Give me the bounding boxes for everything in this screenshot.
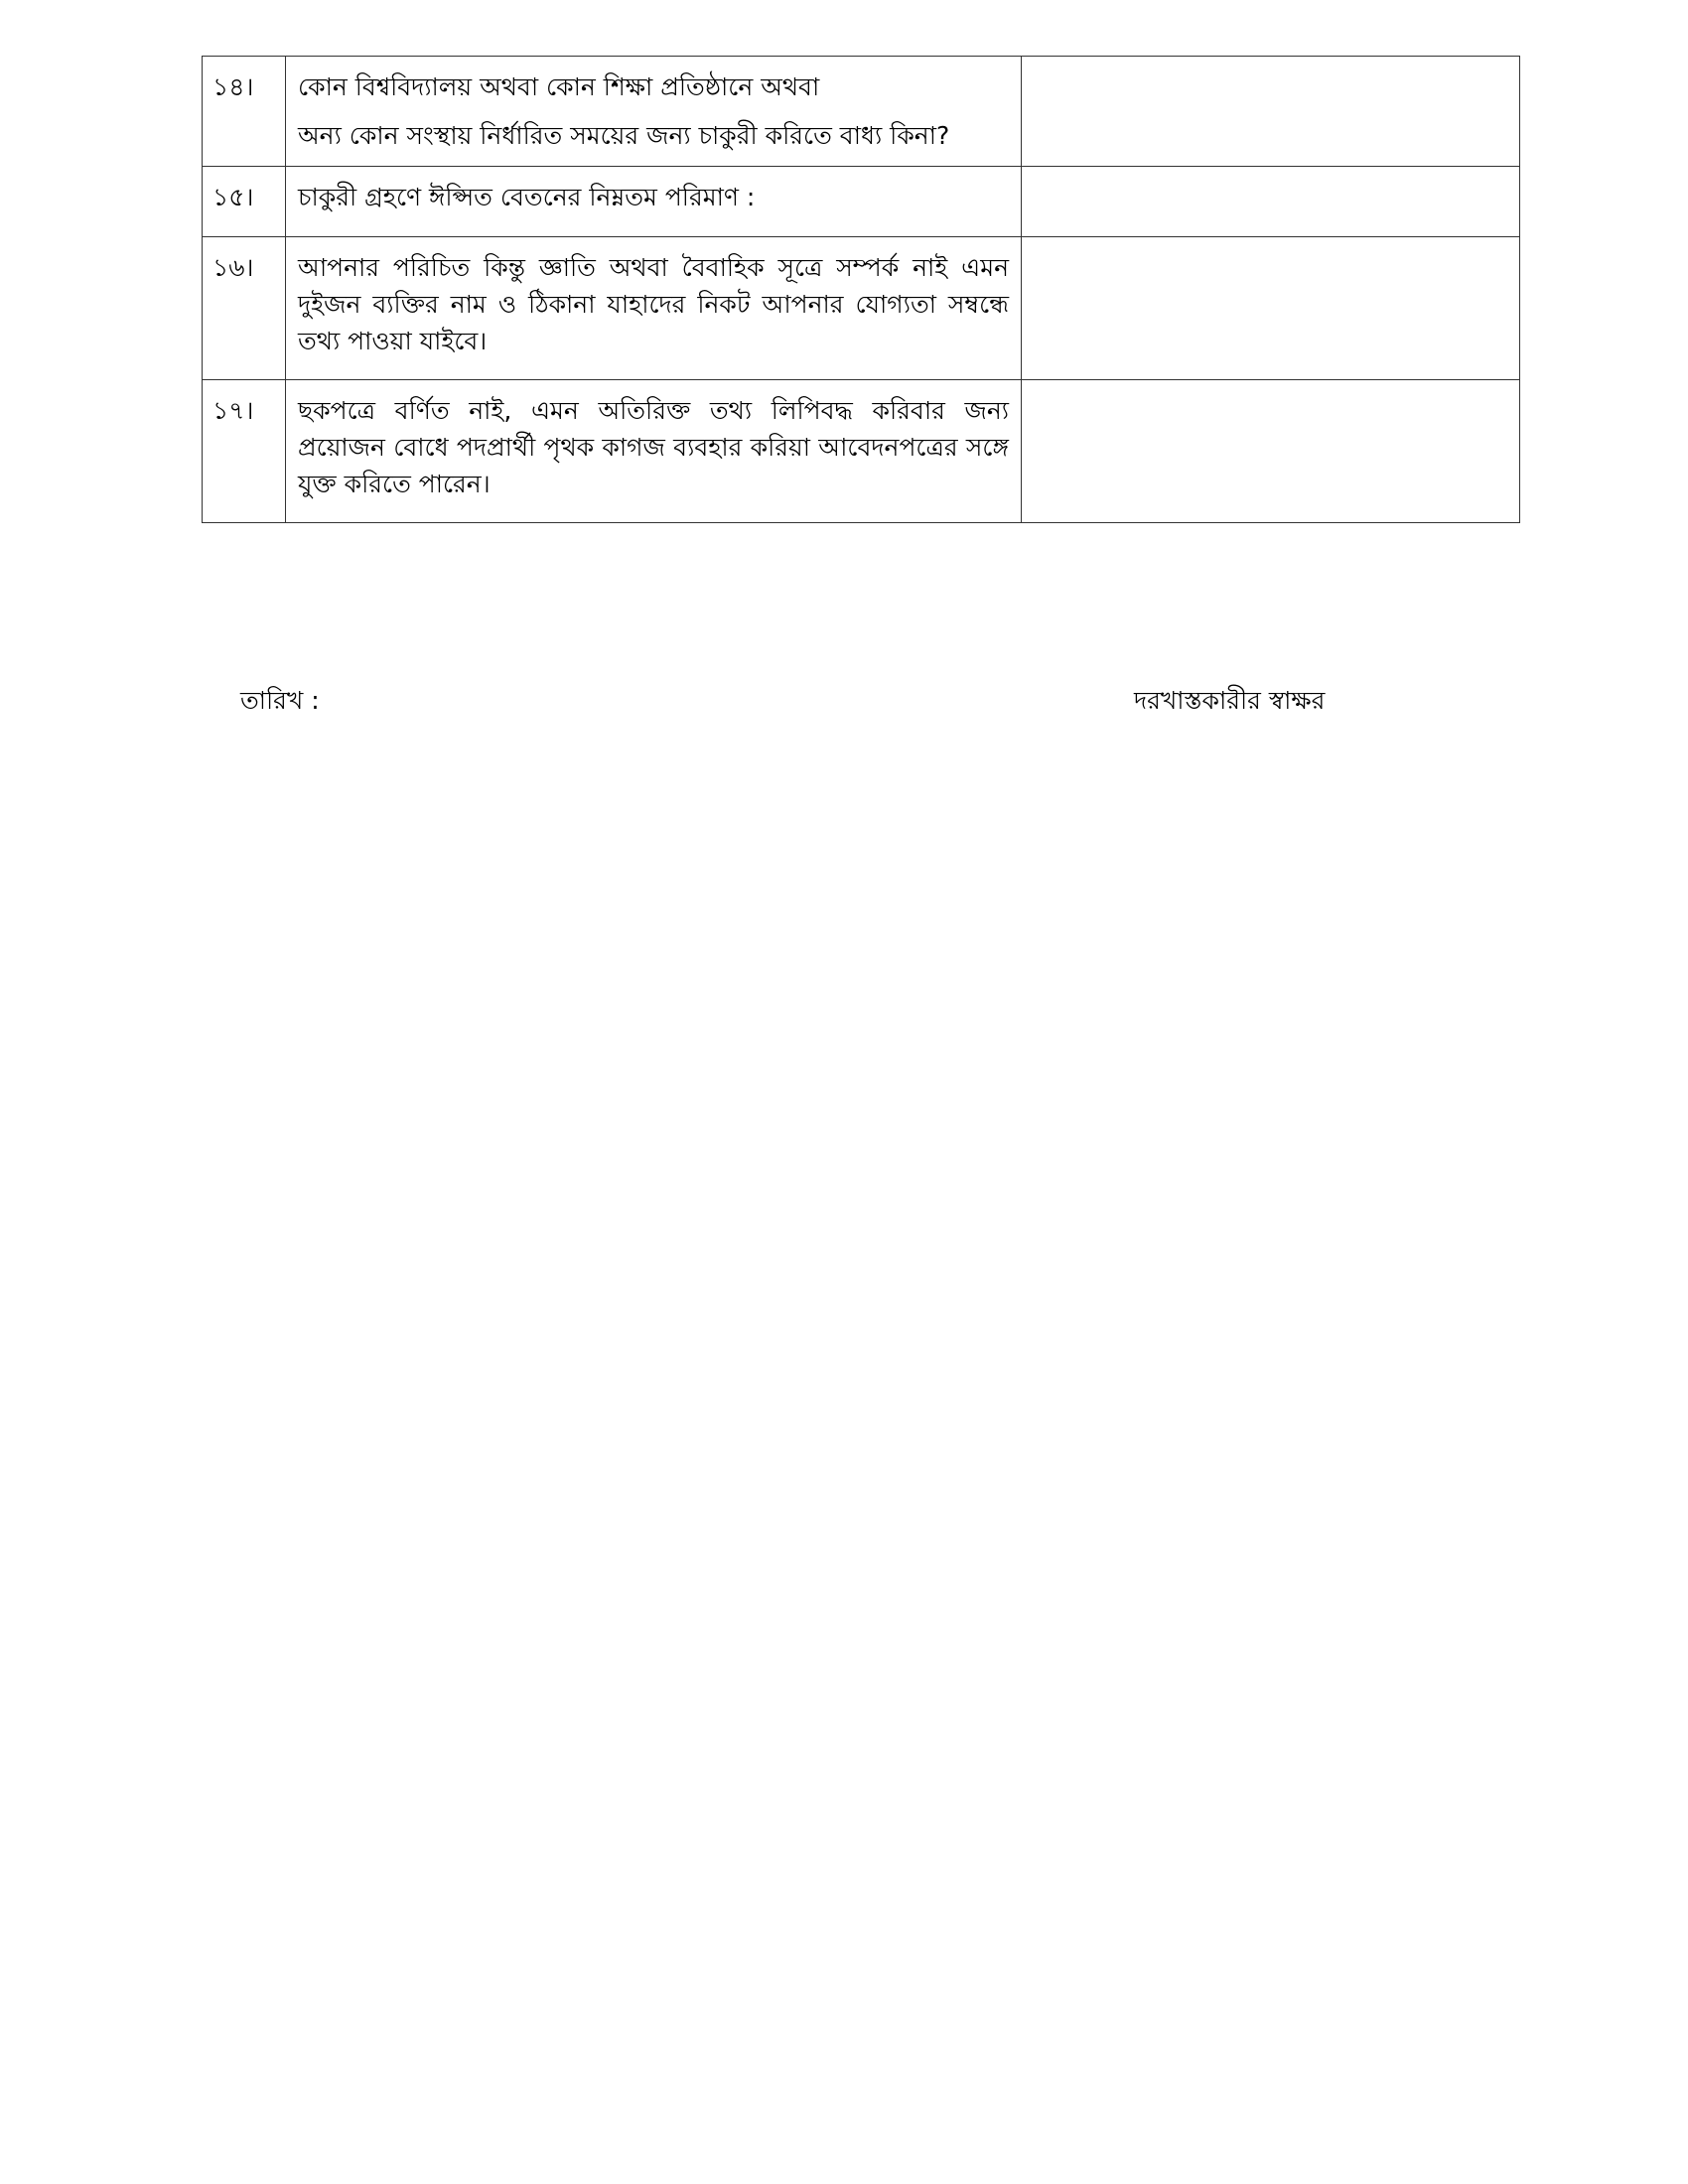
table-row (203, 237, 1520, 380)
row-number: ১৬। (203, 237, 286, 380)
answer-cell[interactable] (1022, 167, 1520, 237)
date-label: তারিখ : (240, 686, 320, 715)
application-form-table (202, 56, 1520, 523)
table-row (203, 167, 1520, 237)
answer-cell[interactable] (1022, 57, 1520, 167)
question-line: কোন বিশ্ববিদ্যালয় অথবা কোন শিক্ষা প্রতিষ্ঠানে অথবা (298, 72, 820, 101)
signature-label: দরখাস্তকারীর স্বাক্ষর (1134, 686, 1326, 715)
table-row (203, 57, 1520, 167)
table-row (203, 380, 1520, 523)
row-number: ১৭। (203, 380, 286, 523)
question-cell: ছকপত্রে বর্ণিত নাই, এমন অতিরিক্ত তথ্য লিপিবদ্ধ করিবার জন্য প্রয়োজন বোধে পদপ্রার্থী পৃথক কাগজ ব্যবহার করিয়া আবেদনপত্রের সঙ্গে যুক্ত করিতে পারেন। (286, 380, 1022, 523)
answer-cell[interactable] (1022, 237, 1520, 380)
row-number: ১৫। (203, 167, 286, 237)
question-cell: চাকুরী গ্রহণে ঈপ্সিত বেতনের নিম্নতম পরিমাণ : (286, 167, 1022, 237)
question-line: অন্য কোন সংস্থায় নির্ধারিত সময়ের জন্য চাকুরী করিতে বাধ্য কিনা? (298, 121, 950, 150)
answer-cell[interactable] (1022, 380, 1520, 523)
question-cell: আপনার পরিচিত কিন্তু জ্ঞাতি অথবা বৈবাহিক সূত্রে সম্পর্ক নাই এমন দুইজন ব্যক্তির নাম ও ঠিকানা যাহাদের নিকট আপনার যোগ্যতা সম্বন্ধে তথ্য পাওয়া যাইবে। (286, 237, 1022, 380)
question-cell (286, 57, 1022, 167)
row-number: ১৪। (203, 57, 286, 167)
